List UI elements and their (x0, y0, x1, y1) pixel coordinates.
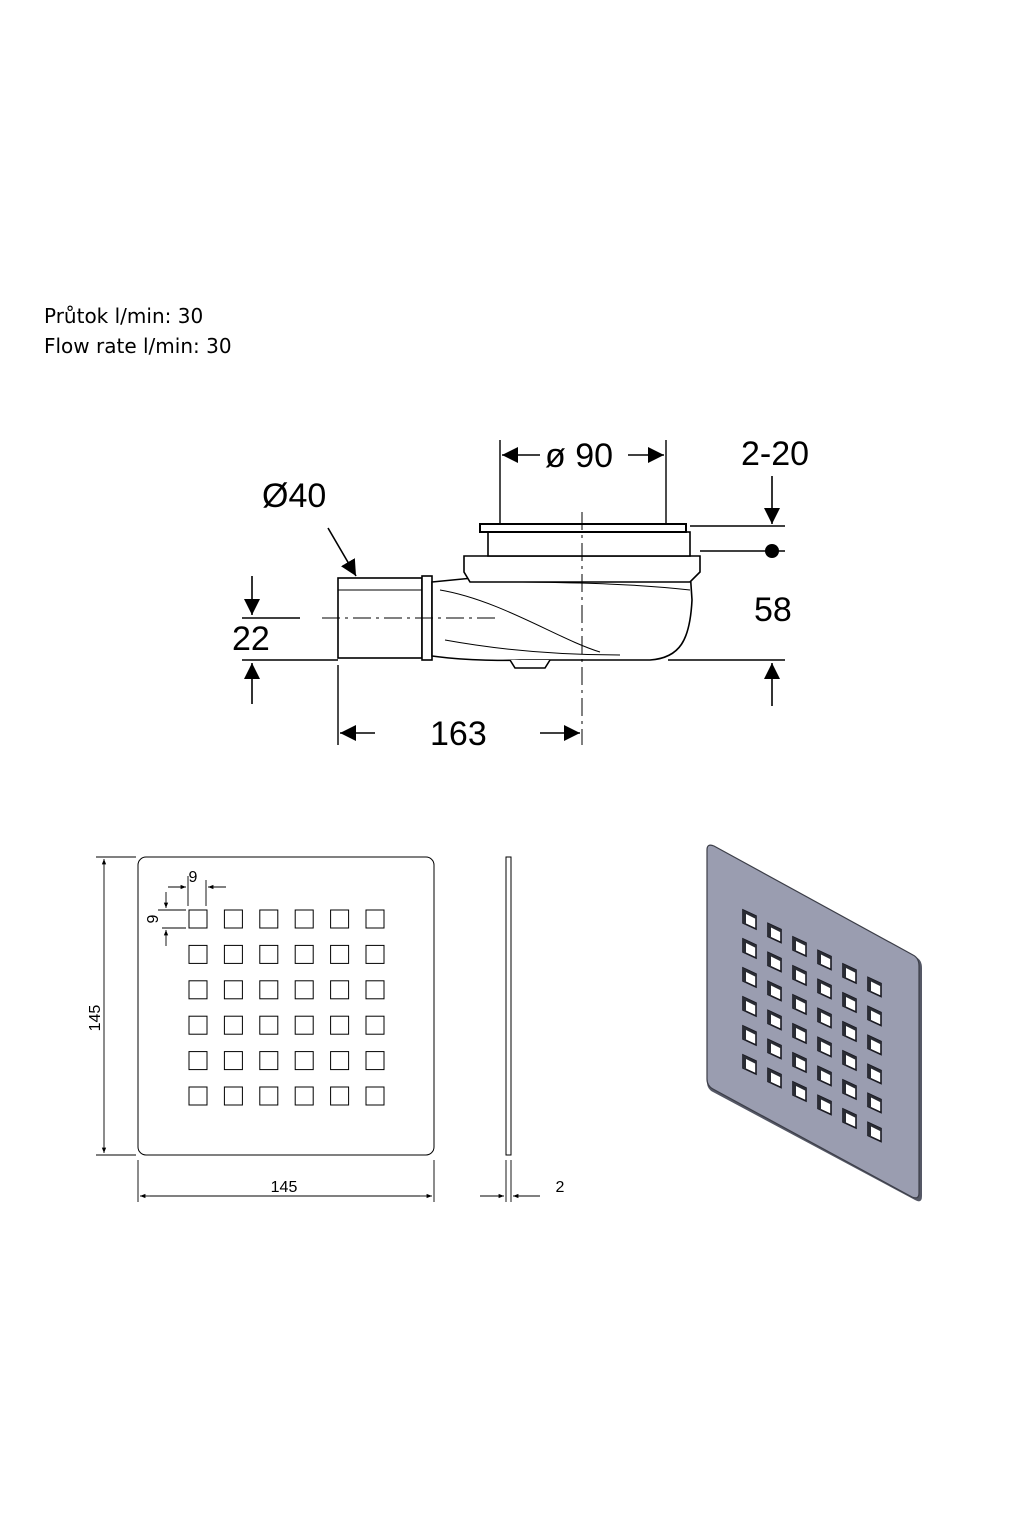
label-outlet-height: 22 (232, 620, 270, 658)
label-outlet-diameter: Ø40 (262, 477, 327, 515)
grate-hole (295, 945, 313, 963)
grate-hole (331, 1052, 349, 1070)
siphon-drawing (322, 512, 700, 745)
label-adjust-range: 2-20 (741, 435, 810, 473)
grate-hole (189, 1016, 207, 1034)
grate-hole (224, 1087, 242, 1105)
grate-hole (224, 945, 242, 963)
label-hole-height: 9 (145, 914, 162, 924)
grate-hole (260, 1087, 278, 1105)
grate-hole (189, 981, 207, 999)
grate-hole (260, 981, 278, 999)
label-grate-height: 145 (87, 1004, 104, 1032)
grate-hole (331, 910, 349, 928)
grate-hole (189, 910, 207, 928)
label-grate-width: 145 (270, 1179, 298, 1196)
grate-hole (331, 981, 349, 999)
label-hole-width: 9 (188, 869, 198, 886)
grate-hole (189, 1087, 207, 1105)
grate-3d-view (707, 845, 922, 1201)
grate-hole (331, 1016, 349, 1034)
label-length: 163 (430, 715, 487, 753)
grate-hole (366, 945, 384, 963)
flow-rate-cz: Průtok l/min: 30 (44, 304, 204, 328)
label-grate-thickness: 2 (555, 1179, 565, 1196)
grate-hole (260, 1016, 278, 1034)
label-height: 58 (754, 591, 792, 629)
siphon-body (432, 570, 692, 660)
grate-hole (295, 1052, 313, 1070)
flow-rate-en: Flow rate l/min: 30 (44, 334, 232, 358)
grate-hole (366, 1016, 384, 1034)
grate-hole (366, 1087, 384, 1105)
grate-hole (295, 1016, 313, 1034)
grate-hole (260, 1052, 278, 1070)
grate-hole (295, 1087, 313, 1105)
grate-hole (224, 1016, 242, 1034)
label-top-diameter: ø 90 (545, 437, 614, 475)
grate-hole (189, 1052, 207, 1070)
grate-hole (366, 1052, 384, 1070)
grate-hole (224, 981, 242, 999)
grate-hole (366, 981, 384, 999)
grate-hole (295, 981, 313, 999)
grate-hole (295, 910, 313, 928)
grate-hole (331, 945, 349, 963)
grate-hole (189, 945, 207, 963)
grate-hole (260, 945, 278, 963)
grate-hole (224, 1052, 242, 1070)
grate-front-view (138, 857, 434, 1155)
grate-hole (366, 910, 384, 928)
grate-hole (331, 1087, 349, 1105)
grate-hole (260, 910, 278, 928)
grate-hole (224, 910, 242, 928)
